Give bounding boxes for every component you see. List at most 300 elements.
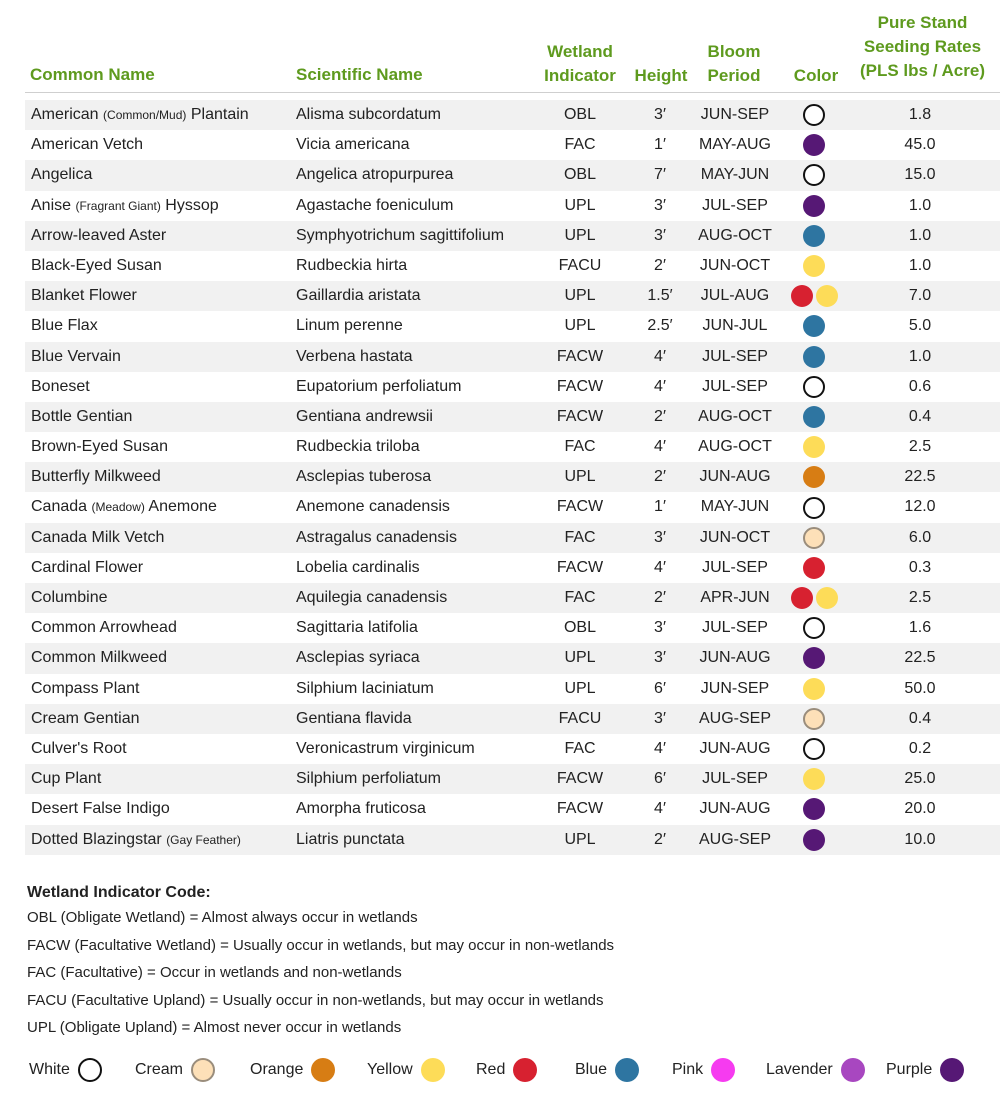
bloom-period: AUG-SEP [698,830,771,848]
common-name-cell [31,191,219,221]
table-row [25,613,1000,643]
plant-height: 2′ [654,589,666,606]
color-key-label: Red [476,1061,506,1078]
header-rates-line1: Pure Stand [877,13,968,32]
seeding-rate: 6.0 [908,528,932,546]
scientific-name: Asclepias tuberosa [296,468,432,486]
table-row [25,221,1000,251]
color-key-white [29,1054,102,1086]
color-dot-white [78,1058,102,1082]
color-dot-red [791,587,813,609]
flower-color [777,432,851,462]
table-row [25,462,1000,492]
table-header [0,0,1000,92]
flower-color [777,372,851,402]
wetland-indicator: OBL [563,166,596,184]
common-name: Cardinal Flower [31,558,144,576]
flower-color [777,643,851,673]
flower-color [777,251,851,281]
flower-color [777,402,851,432]
flower-color [777,462,851,492]
plant-height: 6′ [654,770,666,788]
header-bloom-line2: Period [707,66,761,85]
color-dot-red [791,285,813,307]
common-name-cell [31,402,132,432]
bloom-period: JUN-AUG [699,800,771,818]
bloom-period: AUG-OCT [698,438,772,456]
common-name: Culver's Root [31,739,127,757]
table-row [25,764,1000,794]
table-row [25,794,1000,824]
bloom-period: JUL-AUG [700,287,770,305]
seeding-rate: 0.2 [908,739,932,757]
wetland-indicator-legend [27,882,987,1042]
color-dot-white [803,104,825,126]
scientific-name: Gentiana andrewsii [296,407,433,425]
seeding-rate: 2.5 [908,438,932,456]
plant-height: 1′ [654,136,666,154]
plant-height: 4′ [654,800,666,818]
scientific-name: Sagittaria latifolia [296,619,418,637]
header-height: Height [634,66,688,85]
common-name-cell [31,583,107,613]
wetland-indicator: FACU [558,709,602,727]
wetland-indicator: UPL [564,649,596,667]
color-dot-purple [803,798,825,820]
common-name: Cream Gentian [31,709,140,727]
plant-height: 4′ [654,438,666,456]
common-name-suffix: Hyssop [165,196,219,214]
color-dot-yellow [816,587,838,609]
flower-color [777,613,851,643]
header-color: Color [793,66,839,85]
scientific-name: Lobelia cardinalis [296,558,420,576]
table-row [25,342,1000,372]
scientific-name: Gentiana flavida [296,709,412,727]
bloom-period: JUL-SEP [702,770,768,788]
bloom-period: JUL-SEP [702,196,768,214]
flower-color [777,100,851,130]
table-row [25,160,1000,190]
header-bloom-line1: Bloom [707,42,761,61]
seeding-rate: 1.0 [908,256,932,274]
table-row [25,674,1000,704]
seeding-rate: 50.0 [904,679,936,697]
bloom-period: MAY-JUN [700,166,770,184]
color-key-red [476,1054,537,1086]
common-name-cell [31,251,162,281]
plant-height: 1′ [654,498,666,516]
color-dot-purple [940,1058,964,1082]
wetland-indicator: OBL [563,619,596,637]
common-name-cell [31,492,217,522]
common-name: Canada [31,498,88,516]
scientific-name: Angelica atropurpurea [296,166,454,184]
seeding-rate: 1.0 [908,226,932,244]
flower-color [777,130,851,160]
scientific-name: Gaillardia aristata [296,287,421,305]
table-row [25,553,1000,583]
bloom-period: AUG-SEP [698,709,771,727]
color-key-label: Yellow [367,1061,413,1078]
seeding-rate: 1.0 [908,196,932,214]
seeding-rate: 5.0 [908,317,932,335]
scientific-name: Silphium laciniatum [296,679,434,697]
table-row [25,130,1000,160]
color-key-orange [250,1054,335,1086]
common-name: Blue Flax [31,317,98,335]
header-wetland-indicator [530,40,630,88]
common-name-cell [31,221,166,251]
legend-title: Wetland Indicator Code: [27,884,211,901]
color-dot-white [803,376,825,398]
color-dot-orange [803,466,825,488]
scientific-name: Liatris punctata [296,830,405,848]
flower-color [777,342,851,372]
scientific-name: Symphyotrichum sagittifolium [296,226,505,244]
plant-height: 2.5′ [647,317,673,335]
header-rates-line3: (PLS lbs / Acre) [859,61,985,80]
flower-color [777,704,851,734]
plant-height: 3′ [654,106,666,123]
wetland-indicator: FACW [556,347,604,365]
color-dot-blue [803,225,825,247]
flower-color [777,191,851,221]
seeding-rate: 22.5 [904,649,936,667]
header-wetland-line1: Wetland [547,42,613,61]
wetland-indicator: FAC [564,438,596,456]
color-dot-red [513,1058,537,1082]
seeding-rate: 1.8 [908,106,932,123]
common-name-cell [31,432,168,462]
wetland-indicator: FACW [556,770,604,788]
color-dot-orange [311,1058,335,1082]
common-name: Bottle Gentian [31,407,133,425]
header-divider [25,92,1000,93]
plant-height: 3′ [654,649,666,667]
plant-table [25,100,1000,855]
legend-line-upl: UPL (Obligate Upland) = Almost never occur in wetlands [27,1019,402,1036]
common-name-cell [31,825,241,855]
header-scientific-name: Scientific Name [296,65,423,84]
header-seeding-rates [850,11,995,83]
color-dot-white [803,738,825,760]
common-name: Brown-Eyed Susan [31,438,168,456]
table-row [25,432,1000,462]
plant-height: 3′ [654,196,666,214]
seeding-rate: 45.0 [904,136,936,154]
scientific-name: Veronicastrum virginicum [296,739,475,757]
color-key-label: Lavender [766,1061,833,1078]
color-dot-purple [803,647,825,669]
common-name-alt: (Gay Feather) [166,832,241,847]
common-name-cell [31,311,98,341]
color-key-lavender [766,1054,865,1086]
common-name: Black-Eyed Susan [31,256,162,274]
wetland-indicator: FACW [556,407,604,425]
color-dot-blue [803,346,825,368]
bloom-period: JUN-AUG [699,468,771,486]
color-key-label: Purple [886,1061,933,1078]
bloom-period: JUN-OCT [699,528,771,546]
scientific-name: Alisma subcordatum [296,106,441,123]
scientific-name: Asclepias syriaca [296,649,420,667]
flower-color [777,734,851,764]
wetland-indicator: UPL [564,317,596,335]
common-name-cell [31,643,167,673]
flower-color [777,583,851,613]
bloom-period: JUN-AUG [699,739,771,757]
bloom-period: JUN-OCT [699,256,771,274]
common-name-cell [31,281,137,311]
common-name-cell [31,553,143,583]
wetland-indicator: FAC [564,528,596,546]
plant-height: 2′ [654,830,666,848]
common-name-cell [31,462,161,492]
common-name: Blanket Flower [31,287,137,305]
color-dot-blue [803,406,825,428]
color-key-blue [575,1054,639,1086]
bloom-period: JUL-SEP [702,377,768,395]
flower-color [777,311,851,341]
color-dot-purple [803,195,825,217]
common-name: Canada Milk Vetch [31,528,165,546]
common-name: Common Milkweed [31,649,168,667]
color-key-pink [672,1054,735,1086]
wetland-indicator: FACU [558,256,602,274]
color-dot-yellow [803,436,825,458]
bloom-period: JUL-SEP [702,347,768,365]
bloom-period: JUN-SEP [700,106,770,123]
table-row [25,402,1000,432]
legend-line-facw: FACW (Facultative Wetland) = Usually occur in wetlands, but may occur in non-wetlands [27,936,615,954]
common-name-alt: (Fragrant Giant) [75,198,161,213]
common-name: Cup Plant [31,770,102,788]
color-dot-pink [711,1058,735,1082]
seeding-rate: 0.4 [908,407,932,425]
common-name-cell [31,160,92,190]
common-name-alt: (Meadow) [91,500,145,515]
seeding-rate: 12.0 [904,498,936,516]
table-row [25,281,1000,311]
table-row [25,825,1000,855]
seeding-rate: 0.4 [908,709,932,727]
plant-height: 3′ [654,619,666,637]
table-row [25,311,1000,341]
seeding-rate: 2.5 [908,589,932,606]
color-dot-yellow [816,285,838,307]
color-key-label: Blue [575,1061,608,1078]
table-row [25,251,1000,281]
table-row [25,191,1000,221]
seeding-rate: 15.0 [904,166,936,184]
flower-color [777,221,851,251]
common-name: Anise [31,196,72,214]
color-dot-yellow [803,768,825,790]
common-name: Dotted Blazingstar [31,830,162,848]
common-name: Angelica [31,166,93,184]
wetland-indicator: UPL [564,196,596,214]
table-row [25,704,1000,734]
wetland-indicator: UPL [564,287,596,305]
plant-height: 2′ [654,256,666,274]
color-dot-yellow [803,678,825,700]
common-name-cell [31,100,249,130]
table-row [25,583,1000,613]
bloom-period: AUG-OCT [698,407,772,425]
wetland-indicator: UPL [564,468,596,486]
bloom-period: JUL-SEP [702,558,768,576]
color-dot-white [803,497,825,519]
flower-color [777,674,851,704]
plant-height: 7′ [654,166,666,184]
header-rates-line2: Seeding Rates [863,37,982,56]
table-row [25,523,1000,553]
color-dot-cream [191,1058,215,1082]
common-name-alt: (Common/Mud) [103,108,187,122]
plant-height: 4′ [654,739,666,757]
plant-height: 2′ [654,407,666,425]
common-name-cell [31,613,177,643]
common-name-cell [31,130,143,160]
color-key-yellow [367,1054,445,1086]
common-name: Common Arrowhead [31,619,177,637]
bloom-period: JUL-SEP [702,619,768,637]
seeding-rate: 25.0 [904,770,936,788]
flower-color [777,281,851,311]
color-key-cream [135,1054,215,1086]
scientific-name: Rudbeckia triloba [296,438,420,456]
plant-height: 4′ [654,377,666,395]
common-name-cell [31,764,101,794]
legend-line-obl: OBL (Obligate Wetland) = Almost always occur in wetlands [27,909,418,926]
common-name-suffix: Anemone [148,498,217,516]
seeding-rate: 20.0 [904,800,936,818]
color-key-label: Cream [135,1061,184,1078]
plant-height: 3′ [654,226,666,244]
scientific-name: Silphium perfoliatum [296,770,441,788]
common-name: Butterfly Milkweed [31,468,161,486]
flower-color [777,553,851,583]
plant-height: 4′ [654,558,666,576]
flower-color [777,794,851,824]
color-key-label: Pink [672,1061,704,1078]
flower-color [777,825,851,855]
color-dot-white [803,617,825,639]
common-name: Compass Plant [31,679,140,697]
color-dot-blue [803,315,825,337]
common-name: Desert False Indigo [31,800,170,818]
color-dot-blue [615,1058,639,1082]
color-key-purple [886,1054,964,1086]
common-name-cell [31,734,127,764]
wetland-indicator: FACW [556,498,604,516]
wetland-indicator: FAC [564,136,596,154]
bloom-period: AUG-OCT [698,226,772,244]
wetland-indicator: FACW [556,800,604,818]
flower-color [777,160,851,190]
common-name-cell [31,342,121,372]
wetland-indicator: FACW [556,377,604,395]
table-row [25,100,1000,130]
common-name: American Vetch [31,136,144,154]
header-common-name: Common Name [30,65,155,84]
seeding-rate: 0.3 [908,558,932,576]
flower-color [777,523,851,553]
common-name: Boneset [31,377,90,395]
plant-height: 1.5′ [647,287,673,305]
plant-height: 4′ [654,347,666,365]
color-dot-yellow [803,255,825,277]
common-name: Blue Vervain [31,347,121,365]
scientific-name: Rudbeckia hirta [296,256,408,274]
header-wetland-line2: Indicator [544,66,616,85]
table-row [25,372,1000,402]
bloom-period: JUN-JUL [702,317,768,335]
color-dot-cream [803,708,825,730]
plant-height: 3′ [654,528,666,546]
wetland-indicator: FAC [564,589,596,606]
color-dot-yellow [421,1058,445,1082]
wetland-indicator: FACW [556,558,604,576]
color-dot-cream [803,527,825,549]
color-key-label: White [29,1061,70,1078]
common-name-cell [31,674,140,704]
plant-height: 2′ [654,468,666,486]
header-bloom-period [689,40,779,88]
bloom-period: JUN-SEP [700,679,770,697]
wetland-indicator: UPL [564,679,596,697]
color-dot-red [803,557,825,579]
scientific-name: Verbena hastata [296,347,413,365]
bloom-period: JUN-AUG [699,649,771,667]
table-row [25,734,1000,764]
legend-line-fac: FAC (Facultative) = Occur in wetlands and non-wetlands [27,964,402,981]
bloom-period: MAY-JUN [700,498,770,516]
common-name: Arrow-leaved Aster [31,226,167,244]
seeding-rate: 10.0 [904,830,936,848]
scientific-name: Astragalus canadensis [296,528,457,546]
seeding-rate: 1.6 [908,619,932,637]
plant-height: 6′ [654,679,666,697]
common-name: American [31,106,99,123]
seeding-rate: 0.6 [908,377,932,395]
common-name-cell [31,372,90,402]
wetland-indicator: UPL [564,830,596,848]
scientific-name: Aquilegia canadensis [296,589,448,606]
scientific-name: Anemone canadensis [296,498,450,516]
plant-height: 3′ [654,709,666,727]
bloom-period: APR-JUN [700,589,770,606]
bloom-period: MAY-AUG [698,136,771,154]
table-row [25,492,1000,522]
seeding-rate: 22.5 [904,468,936,486]
wetland-indicator: OBL [563,106,596,123]
scientific-name: Amorpha fruticosa [296,800,426,818]
color-dot-purple [803,134,825,156]
seeding-rate: 7.0 [908,287,932,305]
wetland-indicator: FAC [564,739,596,757]
scientific-name: Eupatorium perfoliatum [296,377,462,395]
color-dot-purple [803,829,825,851]
scientific-name: Linum perenne [296,317,403,335]
color-dot-white [803,164,825,186]
color-key [0,1054,1000,1086]
color-key-label: Orange [250,1061,304,1078]
common-name-cell [31,523,164,553]
common-name-cell [31,704,140,734]
table-row [25,643,1000,673]
